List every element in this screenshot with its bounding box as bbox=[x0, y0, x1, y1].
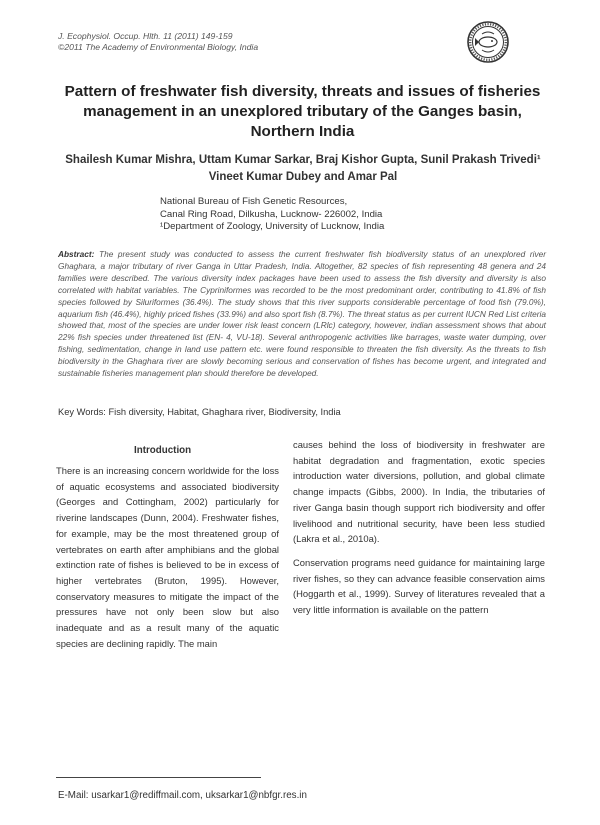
abstract bbox=[58, 249, 546, 380]
affiliation bbox=[160, 196, 384, 234]
affiliation-line-3: ¹Department of Zoology, University of Lucknow, India bbox=[160, 221, 385, 232]
introduction-heading: Introduction bbox=[134, 445, 192, 456]
journal-citation: J. Ecophysiol. Occup. Hlth. 11 (2011) 149-159 bbox=[58, 31, 233, 41]
journal-seal-logo bbox=[466, 20, 510, 64]
right-column-paragraph-1: causes behind the loss of biodiversity in freshwater are habitat degradation and fragmentation, exotic species introduction water diversions, pollution, and global climate change impacts (Gibbs, 2000). In India, the tributaries of river Ganga basin though support rich biodiversity and offer livelihood and nutritional security, have been less studied (Lakra et al., 2010a). bbox=[293, 439, 545, 545]
journal-copyright: ©2011 The Academy of Environmental Biology, India bbox=[58, 42, 259, 52]
keywords-label: Key Words: bbox=[58, 407, 106, 417]
journal-header bbox=[58, 31, 258, 53]
abstract-label: Abstract: bbox=[58, 249, 95, 259]
right-column-paragraph-2: Conservation programs need guidance for maintaining large river fishes, so they can advance feasible conservation aims (Hoggarth et al., 1999). Survey of literatures revealed that a very little information is available on the pattern bbox=[293, 556, 545, 616]
footnote-divider bbox=[56, 777, 261, 778]
affiliation-line-1: National Bureau of Fish Genetic Resources, bbox=[160, 196, 348, 207]
introduction-right-column bbox=[293, 437, 545, 618]
keywords-text: Fish diversity, Habitat, Ghaghara river, Biodiversity, India bbox=[108, 407, 341, 417]
paper-title: Pattern of freshwater fish diversity, threats and issues of fisheries management in an unexplored tributary of the Ganges basin, Northern India bbox=[64, 83, 541, 140]
left-column-paragraph: There is an increasing concern worldwide for the loss of aquatic ecosystems and associated biodiversity (Georges and Cottingham, 2002) particularly for riverine landscapes (Dunn, 2004). Freshwater fishes, for example, may be the most threatened group of vertebrates on earth after amphibians and the global extinction rate of fishes is believed to be in excess of higher vertebrates (Bruton, 1995). However, conservatory measures to mitigate the impact of the pressures have not only been slow but also inadequate and as a result many of the aquatic species are declining rapidly. The main bbox=[56, 465, 279, 649]
corresponding-email[interactable]: E-Mail: usarkar1@rediffmail.com, uksarkar1@nbfgr.res.in bbox=[58, 790, 307, 801]
author-list: Shailesh Kumar Mishra, Uttam Kumar Sarkar, Braj Kishor Gupta, Sunil Prakash Trivedi¹ Vineet Kumar Dubey and Amar Pal bbox=[65, 154, 541, 183]
introduction-left-column bbox=[56, 463, 279, 651]
keywords bbox=[58, 407, 546, 417]
affiliation-line-2: Canal Ring Road, Dilkusha, Lucknow- 226002, India bbox=[160, 208, 383, 220]
abstract-text: The present study was conducted to assess the current freshwater fish biodiversity status of an unexplored river Ghaghara, a major tributary of river Ganga in Uttar Pradesh, India. Altogether, 82 species of fish representing 48 genera and 24 families were described. The various diversity index packages have been used to assess the fish diversity and diversity is also correlated with habitat variables. The Cypriniformes was recorded to be the most predominant order, contributing to 41.8% of fish species followed by Siluriformes (36.4%). The study shows that this river supports considerable percentage of food fish (79.0%), aquarium fish (46.4%), highly priced fishes (33.9%) and also sport fish (8.7%). The threat status as per current IUCN Red List criteria showed that, most of the species are under lower risk least concern (LRlc) category, however, indian assessment shows that about 22% fish species under threatened list (EN- 4, VU-18). Several anthropogenic activities like barrages, waste water dumping, over fishing, sedimentation, change in land use pattern etc. were found responsible to threaten the fish diversity. As the threats to fish biodiversity in the Ghaghara river are slowly becoming serious and conservation of fishes has become urgent, and integrated and sustainable fisheries management plan should therefore be developed. bbox=[58, 249, 546, 379]
